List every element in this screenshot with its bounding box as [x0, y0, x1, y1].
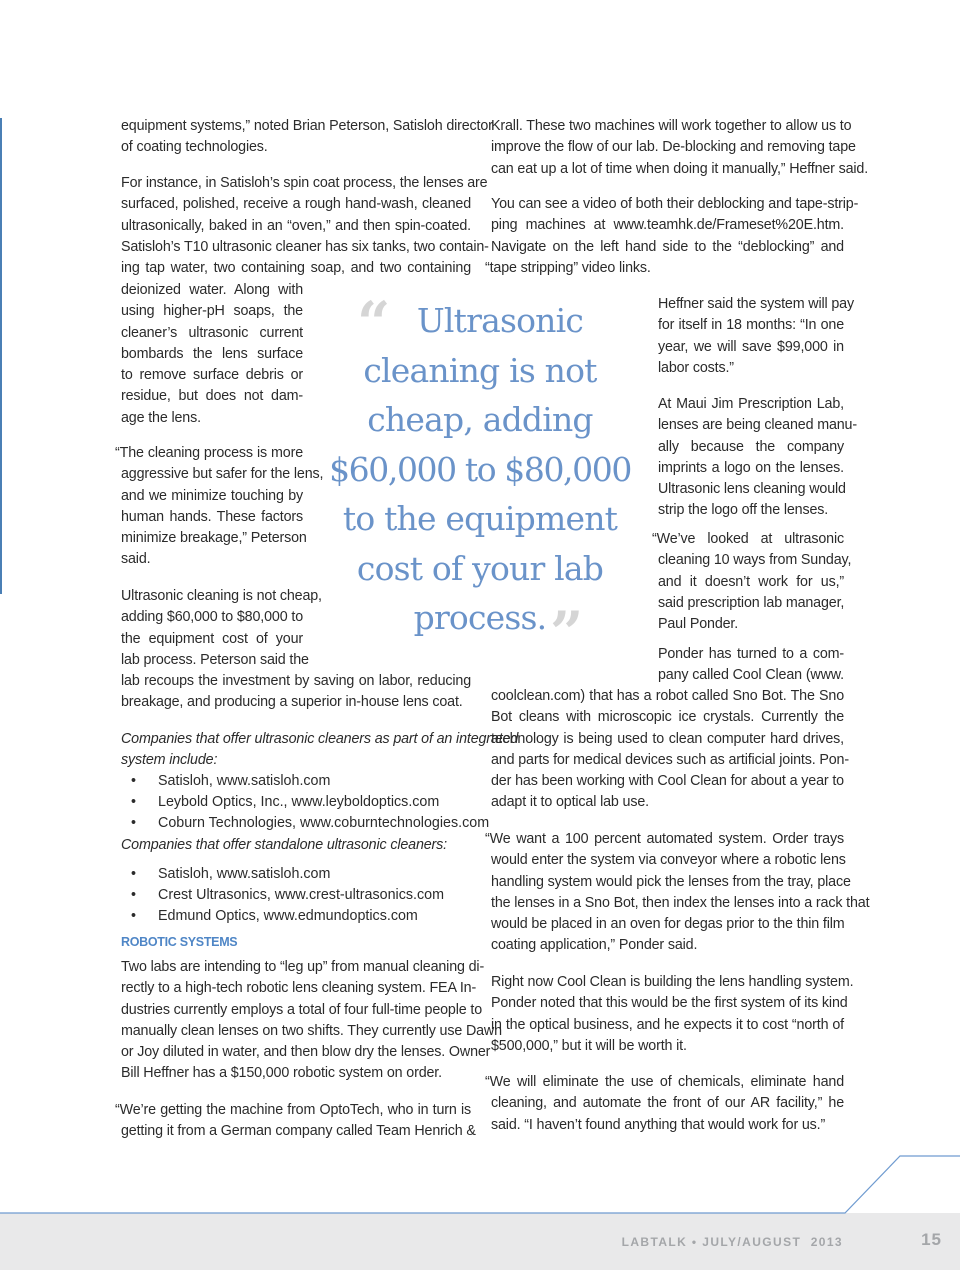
text-line: of coating technologies.	[121, 139, 268, 156]
text-line: Ponder noted that this would be the first system of its kind	[491, 995, 848, 1012]
text-line: dustries currently employs a total of four full-time people to	[121, 1001, 483, 1018]
text-line: Satisloh’s T10 ultrasonic cleaner has six tanks, two contain-	[121, 238, 489, 255]
text-line: said. “I haven’t found anything that would work for us.”	[491, 1116, 826, 1133]
bullet: •	[131, 794, 137, 810]
text-line: deionized water. Along with	[121, 282, 303, 298]
pull-quote-line: cost of your lab	[356, 548, 604, 588]
text-line: bombards the lens surface	[121, 345, 303, 362]
text-line: technology is being used to clean computer hard drives,	[491, 730, 844, 747]
paragraph-two-labs	[121, 957, 502, 1085]
paragraph-krall	[491, 116, 869, 180]
text-line: said prescription lab manager,	[658, 594, 845, 611]
footer-decoration	[0, 1150, 960, 1270]
open-quote-mark: “	[357, 289, 391, 357]
text-line: Bot cleans with microscopic ice crystals. Currently the	[491, 709, 844, 726]
paragraph-automated-system	[485, 829, 870, 957]
pull-quote-line: to the equipment	[342, 499, 618, 538]
text-line: in the optical business, and he expects it to cost “north of	[491, 1016, 844, 1033]
list-item-text: Coburn Technologies, www.coburntechnologies.com	[158, 815, 490, 831]
pull-quote-line: Ultrasonic	[416, 301, 584, 340]
text-line: rectly to a high-tech robotic lens cleaning system. FEA In-	[121, 980, 477, 997]
text-line: the lenses in a Sno Bot, then index the lenses into a rack that	[491, 894, 870, 911]
text-line: Companies that offer standalone ultrasonic cleaners:	[121, 837, 447, 853]
text-line: Krall. These two machines will work together to allow us to	[491, 118, 852, 134]
paragraph-lab-recoups	[121, 671, 471, 714]
text-line: surfaced, polished, receive a rough hand-wash, cleaned	[121, 196, 471, 213]
list-item-text: Edmund Optics, www.edmundoptics.com	[158, 908, 418, 924]
pull-quote-line: process.	[413, 598, 547, 637]
text-line: Ultrasonic lens cleaning would	[658, 481, 846, 498]
text-line: age the lens.	[121, 409, 201, 426]
paragraph-optotech	[115, 1100, 476, 1143]
text-line: “tape stripping” video links.	[485, 259, 651, 276]
text-line: Right now Cool Clean is building the lens handling system.	[491, 974, 854, 990]
text-line: said.	[121, 551, 151, 568]
close-quote-mark: ”	[550, 599, 584, 667]
text-line: For instance, in Satisloh’s spin coat process, the lenses are	[121, 175, 488, 191]
text-line: Paul Ponder.	[658, 616, 739, 633]
page-edge-strip	[0, 118, 2, 594]
page-number: 15	[921, 1230, 942, 1249]
paragraph-lens-handling	[491, 972, 854, 1057]
text-line: ultrasonically, baked in an “oven,” and then spin-coated.	[121, 217, 471, 234]
text-line: and it doesn’t work for us,”	[658, 573, 844, 590]
list-item-text: Satisloh, www.satisloh.com	[158, 866, 331, 882]
text-line: ping machines at www.teamhk.de/Frameset%20E.htm.	[491, 217, 844, 234]
text-line: cleaner’s ultrasonic current	[121, 324, 303, 341]
text-line: system include:	[121, 752, 218, 769]
paragraph-spin-coat-process	[121, 173, 489, 279]
text-line: “We will eliminate the use of chemicals, eliminate hand	[485, 1074, 844, 1090]
text-line: strip the logo off the lenses.	[658, 502, 829, 519]
text-line: Heffner said the system will pay	[658, 296, 854, 312]
integrated-companies-intro	[121, 729, 519, 772]
text-line: and parts for medical devices such as artificial joints. Pon-	[491, 751, 849, 768]
text-line: “We’re getting the machine from OptoTech, who in turn is	[115, 1102, 471, 1118]
paragraph-sno-bot	[491, 686, 849, 814]
paragraph-video-link	[485, 194, 859, 279]
bullet: •	[131, 815, 137, 831]
bullet: •	[131, 866, 137, 882]
text-line: human hands. These factors	[121, 508, 303, 525]
text-line: Ponder has turned to a com-	[658, 646, 844, 662]
text-line: You can see a video of both their deblocking and tape-strip-	[491, 196, 859, 212]
text-line: Navigate on the left hand side to the “deblocking” and	[491, 238, 844, 255]
text-line: lenses are being cleaned manu-	[658, 417, 857, 434]
text-line: ing tap water, two containing soap, and two containing	[121, 260, 471, 277]
text-line: cleaning, and automate the front of our AR facility,” he	[491, 1095, 844, 1112]
text-line: cleaning 10 ways from Sunday,	[658, 552, 852, 569]
text-line: equipment systems,” noted Brian Peterson, Satisloh director	[121, 118, 493, 134]
paragraph-ponder-quote	[652, 529, 852, 635]
text-line: Companies that offer ultrasonic cleaners as part of an integrated	[121, 731, 519, 747]
text-line: Ultrasonic cleaning is not cheap,	[121, 588, 322, 604]
text-line: would be placed in an oven for degas prior to the thin film	[491, 916, 845, 933]
text-line: handling system would pick the lenses from the tray, place	[491, 873, 851, 890]
text-line: “We’ve looked at ultrasonic	[652, 531, 844, 547]
paragraph-maui-jim	[658, 394, 857, 522]
text-line: can eat up a lot of time when doing it manually,” Heffner said.	[491, 160, 869, 177]
bullet: •	[131, 887, 137, 903]
footer-publication: LABTALK • JULY/AUGUST 2013	[621, 1235, 843, 1249]
text-line: At Maui Jim Prescription Lab,	[658, 396, 844, 412]
pull-quote	[320, 289, 640, 643]
text-line: aggressive but safer for the lens,	[121, 466, 324, 483]
paragraph-eliminate-chemicals	[485, 1072, 844, 1136]
text-line: the equipment cost of your	[121, 630, 303, 647]
text-line: lab recoups the investment by saving on labor, reducing	[121, 673, 471, 689]
text-line: improve the flow of our lab. De-blocking and removing tape	[491, 139, 856, 156]
text-line: coolclean.com) that has a robot called Sno Bot. The Sno	[491, 688, 844, 704]
text-line: to remove surface debris or	[121, 367, 303, 384]
text-line: adding $60,000 to $80,000 to	[121, 609, 303, 626]
text-line: using higher-pH soaps, the	[121, 303, 303, 320]
paragraph-cool-clean-start	[658, 644, 844, 687]
list-item-text: Crest Ultrasonics, www.crest-ultrasonics.com	[158, 887, 445, 903]
text-line: “We want a 100 percent automated system. Order trays	[485, 831, 844, 847]
text-line: would enter the system via conveyor where a robotic lens	[491, 852, 846, 869]
pull-quote-line: cheap, adding	[367, 400, 593, 439]
text-line: for itself in 18 months: “In one	[658, 317, 844, 334]
paragraph-heffner-payback	[658, 294, 854, 379]
paragraph-deionized-water	[121, 280, 303, 429]
text-line: ally because the company	[658, 438, 844, 455]
text-line: “The cleaning process is more	[115, 445, 303, 461]
text-line: manually clean lenses on two shifts. They currently use Dawn	[121, 1022, 502, 1039]
text-line: coating application,” Ponder said.	[491, 937, 698, 954]
text-line: Two labs are intending to “leg up” from manual cleaning di-	[121, 959, 485, 975]
text-line: $500,000,” but it will be worth it.	[491, 1037, 687, 1054]
text-line: lab process. Peterson said the	[121, 651, 309, 668]
text-line: year, we will save $99,000 in	[658, 338, 844, 355]
text-line: labor costs.”	[658, 359, 734, 376]
text-line: breakage, and producing a superior in-house lens coat.	[121, 694, 463, 711]
standalone-companies-intro	[121, 835, 471, 856]
bullet: •	[131, 773, 137, 789]
text-line: and we minimize touching by	[121, 487, 303, 504]
text-line: Bill Heffner has a $150,000 robotic system on order.	[121, 1065, 442, 1082]
text-line: residue, but does not dam-	[121, 388, 303, 405]
section-heading-robotic-systems: ROBOTIC SYSTEMS	[121, 935, 238, 949]
paragraph-peterson-quote-end	[121, 116, 493, 159]
pull-quote-line: $60,000 to $80,000	[329, 449, 631, 489]
text-line: imprints a logo on the lenses.	[658, 459, 844, 476]
list-item-text: Leybold Optics, Inc., www.leyboldoptics.com	[158, 794, 440, 810]
text-line: or Joy diluted in water, and then blow dry the lenses. Owner	[121, 1044, 491, 1061]
bullet: •	[131, 908, 137, 924]
text-line: minimize breakage,” Peterson	[121, 530, 307, 547]
pull-quote-line: cleaning is not	[363, 350, 597, 390]
list-item-text: Satisloh, www.satisloh.com	[158, 773, 331, 789]
text-line: der has been working with Cool Clean for about a year to	[491, 773, 844, 790]
text-line: adapt it to optical lab use.	[491, 794, 649, 811]
text-line: getting it from a German company called Team Henrich &	[121, 1123, 476, 1140]
text-line: pany called Cool Clean (www.	[658, 667, 844, 684]
paragraph-ultrasonic-cost	[121, 586, 322, 671]
paragraph-cleaning-aggressive	[115, 443, 324, 571]
